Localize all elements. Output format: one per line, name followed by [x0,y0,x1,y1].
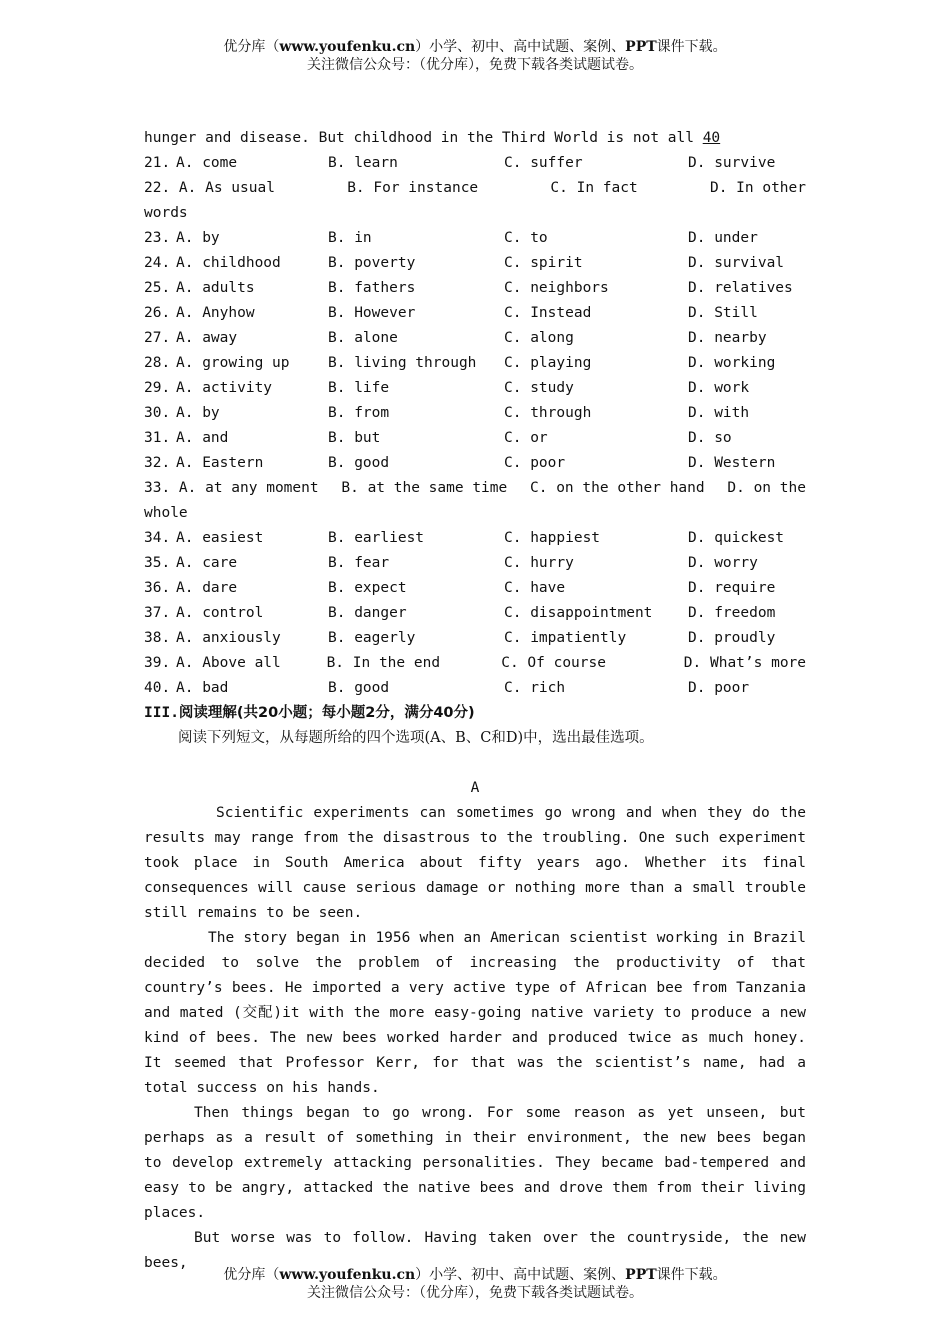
question-27: 27. A. away B. alone C. along D. nearby [144,326,806,351]
question-32: 32. A. Eastern B. good C. poor D. Western [144,451,806,476]
option-c: C. happiest [504,530,601,546]
option-a: A. childhood [176,255,281,271]
option-a: A. care [176,555,238,571]
option-b: B. learn [328,155,398,171]
option-c: C. study [504,380,574,396]
option-c: C. playing [504,355,592,371]
option-d: D. working [688,355,776,371]
option-b: B. living through [328,355,477,371]
option-c: C. along [504,330,574,346]
option-c: C. have [504,580,566,596]
article-paragraph-4: But worse was to follow. Having taken over the countryside, the new bees, [144,1230,806,1271]
question-22 [144,176,806,201]
footer-url: www.youfenku.cn [279,1267,416,1283]
passage-tail-text: hunger and disease. But childhood in the Third World is not all [144,130,703,146]
option-a: A. Anyhow [176,305,255,321]
option-a: A. away [176,330,238,346]
option-a: A. and [176,430,229,446]
option-d: D. work [688,380,750,396]
option-a: A. Eastern [176,455,264,471]
option-c: C. through [504,405,592,421]
section-heading [144,701,806,726]
header-ppt: PPT [625,39,657,55]
question-22-wrap: words [144,205,188,221]
option-a: A. by [176,230,220,246]
question-33-wrap: whole [144,505,188,521]
question-24: 24. A. childhood B. poverty C. spirit D. survival [144,251,806,276]
question-38: 38. A. anxiously B. eagerly C. impatiently D. proudly [144,626,806,651]
option-b: B. life [328,380,390,396]
header-line-2: 关注微信公众号：（优分库），免费下载各类试题试卷。 [307,57,643,73]
question-37: 37. A. control B. danger C. disappointment D. freedom [144,601,806,626]
document-body [144,126,806,1276]
option-c: C. In fact [550,180,638,196]
option-b: B. from [328,405,390,421]
question-29: 29. A. activity B. life C. study D. work [144,376,806,401]
page-header [0,38,950,74]
question-23: 23. A. by B. in C. to D. under [144,226,806,251]
option-c: C. Of course [501,655,606,671]
option-d: D. require [688,580,776,596]
option-d: D. nearby [688,330,767,346]
option-c: C. impatiently [504,630,627,646]
footer-prefix: 优分库（ [223,1267,280,1283]
question-33 [144,476,806,501]
option-b: B. but [328,430,381,446]
option-c: C. spirit [504,255,583,271]
option-c: C. suffer [504,155,583,171]
question-25: 25. A. adults B. fathers C. neighbors D. relatives [144,276,806,301]
article-label: A [470,780,480,796]
option-b: B. fathers [328,280,416,296]
option-d: D. poor [688,680,750,696]
header-suffix: 课件下载。 [656,39,727,55]
question-21: 21. A. come B. learn C. suffer D. survive [144,151,806,176]
footer-mid: ）小学、初中、高中试题、案例、 [415,1267,626,1283]
option-d: D. so [688,430,732,446]
option-d: D. quickest [688,530,785,546]
option-b: B. good [328,455,390,471]
question-35: 35. A. care B. fear C. hurry D. worry [144,551,806,576]
header-mid: ）小学、初中、高中试题、案例、 [415,39,626,55]
question-28: 28. A. growing up B. living through C. playing D. working [144,351,806,376]
question-30: 30. A. by B. from C. through D. with [144,401,806,426]
option-b: B. in [328,230,372,246]
footer-line-2: 关注微信公众号：（优分库），免费下载各类试题试卷。 [307,1285,643,1301]
footer-ppt: PPT [625,1267,657,1283]
header-line-1 [0,38,950,56]
option-d: D. In other [709,180,806,196]
option-d: D. survival [688,255,785,271]
option-a: A. come [176,155,238,171]
option-b: B. eagerly [328,630,416,646]
option-a: A. Above all [176,655,281,671]
option-d: D. Western [688,455,776,471]
option-a: A. easiest [176,530,264,546]
blank-40: 40 [702,130,721,146]
option-d: D. on the [727,480,806,496]
option-d: D. with [688,405,750,421]
option-b: B. However [328,305,416,321]
option-c: C. poor [504,455,566,471]
option-d: D. Still [688,305,758,321]
option-b: B. poverty [328,255,416,271]
option-c: C. hurry [504,555,574,571]
option-b: B. at the same time [341,480,508,496]
option-b: B. expect [328,580,407,596]
question-36: 36. A. dare B. expect C. have D. require [144,576,806,601]
option-d: D. relatives [688,280,793,296]
footer-line-1 [0,1266,950,1284]
option-c: C. to [504,230,548,246]
article-paragraph-2: The story began in 1956 when an American scientist working in Brazil decided to solve the problem of increasing the productivity of that country’s bees. He imported a very active type of African bee from Tanzania and mated (交配)it with the more easy-going native variety to produce a new kind of bees. The new bees worked harder and produced twice as much honey. It seemed that Professor Kerr, for that was the scientist’s name, had a total success on his hands. [144,930,806,1096]
option-c: C. rich [504,680,566,696]
option-b: B. In the end [326,655,441,671]
article-paragraph-1: Scientific experiments can sometimes go wrong and when they do the results may range from the disastrous to the troubling. One such experiment took place in South America about fifty years ago. Whether its final consequences will cause serious damage or nothing more than a small trouble still remains to be seen. [144,805,806,921]
option-a: A. bad [176,680,229,696]
passage-tail [144,126,806,151]
section-title: 阅读理解(共20小题；每小题2分，满分40分) [178,705,475,721]
option-d: D. worry [688,555,758,571]
question-31: 31. A. and B. but C. or D. so [144,426,806,451]
option-c: C. or [504,430,548,446]
option-b: B. For instance [347,180,479,196]
option-a: 33. A. at any moment [144,480,319,496]
section-instruction: 阅读下列短文，从每题所给的四个选项(A、B、C和D)中，选出最佳选项。 [178,730,654,746]
option-d: D. What’s more [683,655,807,671]
option-b: B. danger [328,605,407,621]
option-c: C. neighbors [504,280,609,296]
option-d: D. under [688,230,758,246]
option-a: A. adults [176,280,255,296]
option-d: D. survive [688,155,776,171]
option-c: C. disappointment [504,605,653,621]
footer-suffix: 课件下载。 [656,1267,727,1283]
option-a: A. growing up [176,355,290,371]
option-b: B. earliest [328,530,425,546]
header-prefix: 优分库（ [223,39,280,55]
option-b: B. good [328,680,390,696]
option-a: A. activity [176,380,273,396]
option-b: B. alone [328,330,398,346]
option-a: 22. A. As usual [144,180,275,196]
page-footer [0,1266,950,1302]
section-number: III. [144,705,179,721]
option-c: C. on the other hand [530,480,705,496]
article-paragraph-3: Then things began to go wrong. For some reason as yet unseen, but perhaps as a result of something in their environment, the new bees began to develop extremely attacking personalities. They became bad-tempered and easy to be angry, attacked the native bees and drove them from their living places. [144,1105,806,1221]
question-39: 39. A. Above all B. In the end C. Of course D. What’s more [144,651,806,676]
option-a: A. control [176,605,264,621]
question-34: 34. A. easiest B. earliest C. happiest D. quickest [144,526,806,551]
option-a: A. anxiously [176,630,281,646]
option-c: C. Instead [504,305,592,321]
option-d: D. proudly [688,630,776,646]
option-a: A. dare [176,580,238,596]
option-b: B. fear [328,555,390,571]
question-26: 26. A. Anyhow B. However C. Instead D. Still [144,301,806,326]
option-d: D. freedom [688,605,776,621]
question-40: 40. A. bad B. good C. rich D. poor [144,676,806,701]
option-a: A. by [176,405,220,421]
header-url: www.youfenku.cn [279,39,416,55]
